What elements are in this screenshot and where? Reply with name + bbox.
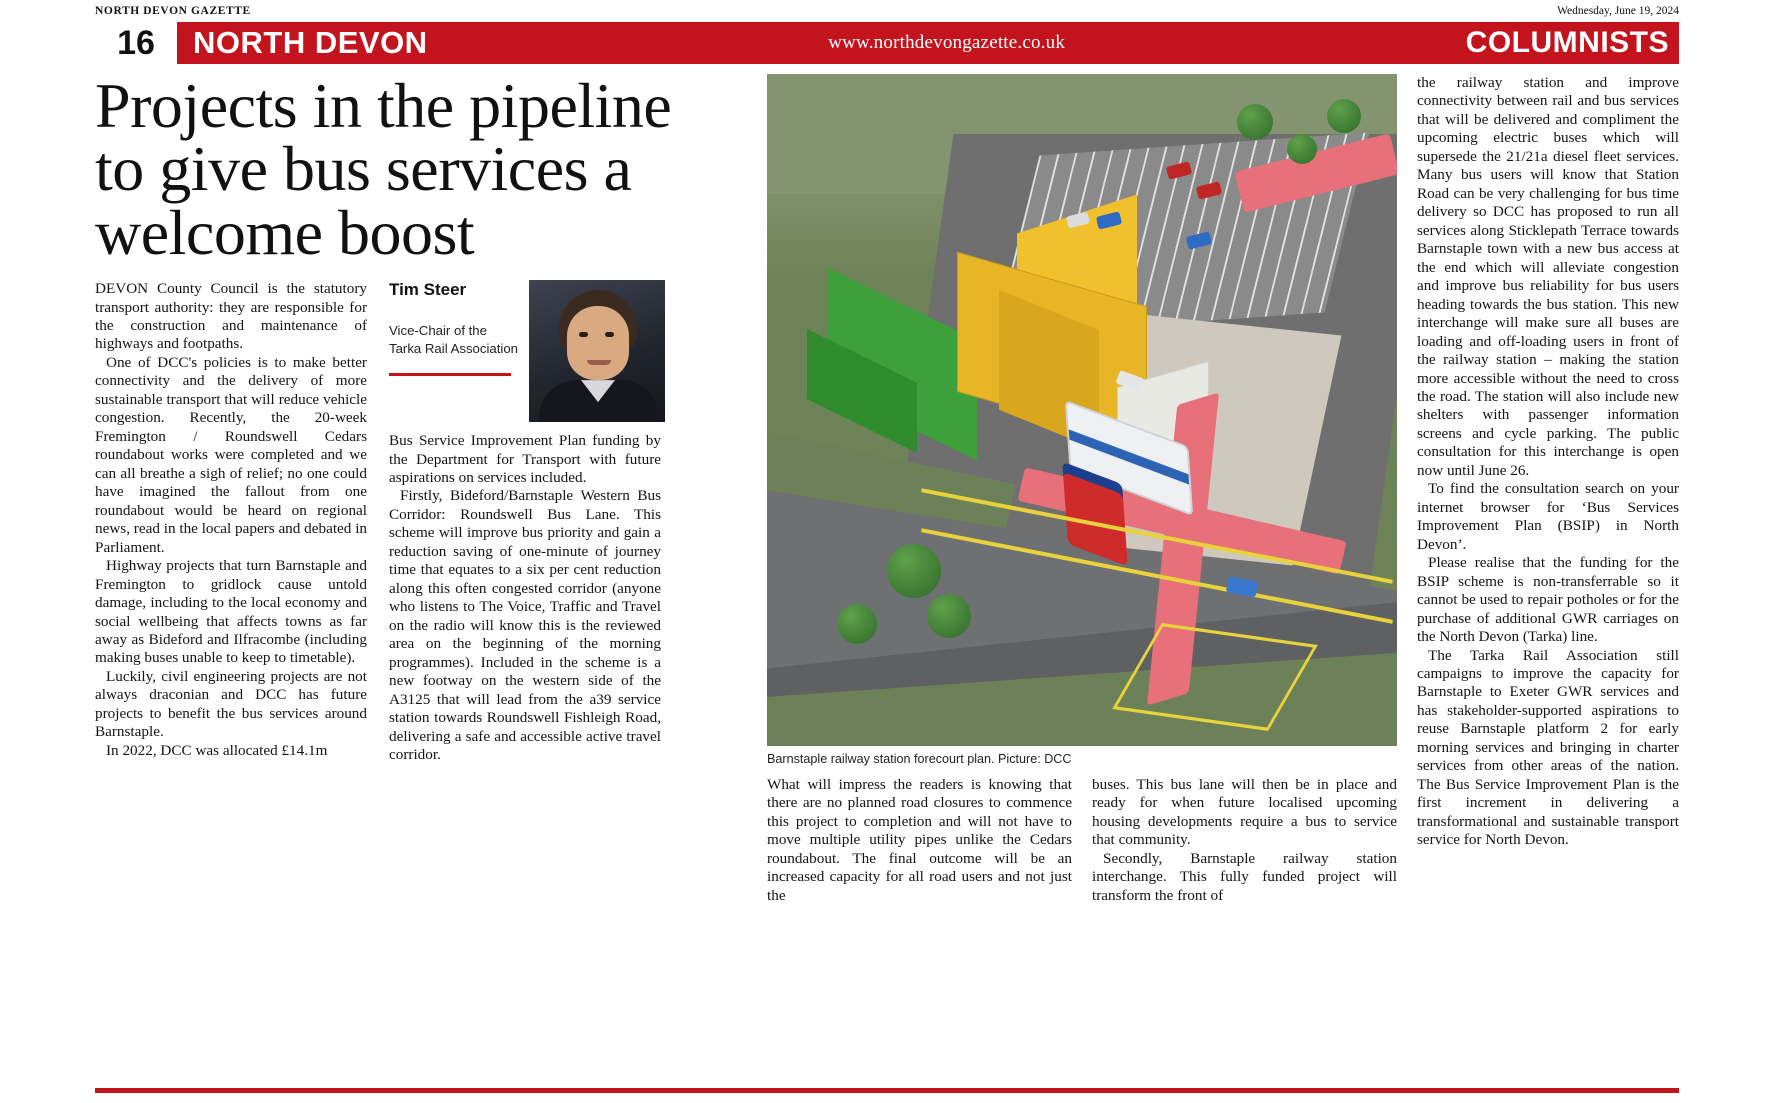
image-tree — [1287, 134, 1317, 164]
paragraph: In 2022, DCC was allocated £14.1m — [106, 741, 328, 759]
article-body — [95, 70, 1679, 1073]
column-5 — [1417, 74, 1679, 850]
image-tree — [1327, 99, 1361, 133]
image-tree — [887, 544, 941, 598]
avatar — [529, 280, 665, 422]
left-column-group — [95, 70, 747, 765]
author-role: Vice-Chair of the Tarka Rail Association — [389, 323, 519, 356]
byline-block — [389, 280, 669, 422]
paragraph: The Tarka Rail Association still campaigns to improve the capacity for Barnstaple to Exeter GWR services and has stakeholder-supported aspirations to reuse Barnstaple platform 2 for early morning services and bringing in charter services from other areas of the nation. The Bus Service Improvement Plan is the first increment in delivering a transformational and sustainable transport service for North Devon. — [1417, 646, 1679, 849]
byline-text — [389, 280, 529, 422]
paragraph: One of DCC's policies is to make better connectivity and the delivery of more sustainable transport that will reduce vehicle congestion. Recently, the 20-week Fremington / Roundswell Cedars roundabout works were completed and we can all breathe a sigh of relief; no one could have imagined the fallout from one roundabout would be heard on regional news, read in the local papers and debated in Parliament. — [95, 353, 368, 556]
middle-text-columns — [767, 776, 1397, 905]
paragraph: Bus Service Improvement Plan funding by the Department for Transport with future aspirations on services included. — [389, 432, 661, 487]
page-title: Projects in the pipeline to give bus services a welcome boost — [95, 70, 672, 268]
paragraph: What will impress the readers is knowing that there are no planned road closures to commence this project to completion and will not have to move multiple utility pipes unlike the Cedars roundabout. The final outcome will be an increased capacity for all road users and not just the — [767, 776, 1072, 904]
image-tree — [927, 594, 971, 638]
issue-date: Wednesday, June 19, 2024 — [1557, 5, 1679, 17]
paragraph: Highway projects that turn Barnstaple and Fremington to gridlock cause untold damage, including to the local economy and social wellbeing that affects towns as far away as Bideford and Ilfracombe (including making buses unable to keep to timetable). — [95, 557, 367, 667]
middle-column-group — [767, 74, 1397, 905]
portrait-mouth — [587, 360, 611, 365]
paragraph: DEVON County Council is the statutory transport authority: they are responsible for the construction and maintenance of highways and footpaths. — [95, 280, 367, 353]
author-name: Tim Steer — [389, 280, 467, 300]
publication-name: NORTH DEVON GAZETTE — [95, 5, 251, 17]
column-1 — [95, 280, 367, 764]
article-image — [767, 74, 1397, 746]
category-title: COLUMNISTS — [1465, 26, 1669, 59]
portrait-eye-left — [579, 332, 588, 337]
image-tree — [1237, 104, 1273, 140]
portrait-eye-right — [605, 332, 614, 337]
portrait-face — [567, 306, 629, 380]
left-text-columns — [95, 280, 747, 764]
paragraph: To find the consultation search on your internet browser for ‘Bus Services Improvement Plan (BSIP) in North Devon’. — [1417, 480, 1679, 553]
page-number: 16 — [95, 22, 177, 64]
column-3 — [767, 776, 1072, 905]
column-2-text — [389, 432, 661, 764]
byline-rule — [389, 373, 511, 376]
image-caption: Barnstaple railway station forecourt plan. Picture: DCC — [767, 752, 1072, 766]
paragraph: Luckily, civil engineering projects are not always draconian and DCC has future projects to benefit the bus services around Barnstaple. — [95, 667, 367, 741]
micro-header — [95, 0, 1679, 22]
paragraph: buses. This bus lane will then be in place and ready for when future localised upcoming housing developments require a bus to service that community. — [1092, 776, 1397, 849]
section-title: NORTH DEVON — [193, 25, 428, 60]
column-4 — [1092, 776, 1397, 905]
bottom-rule — [95, 1088, 1679, 1093]
paragraph: Secondly, Barnstaple railway station interchange. This fully funded project will transform the front of — [1092, 849, 1397, 904]
website-url[interactable]: www.northdevongazette.co.uk — [828, 32, 1066, 53]
paragraph: the railway station and improve connectivity between rail and bus services that will be delivered and compliment the upcoming electric buses which will supersede the 21/21a diesel fleet services. Many bus users will know that Station Road can be very challenging for bus time delivery so DCC has proposed to run all services along Sticklepath Terrace towards Barnstaple town with a new bus access at the end which will alleviate congestion and improve bus reliability for bus users heading towards the bus station. This new interchange will make sure all buses are loading and off-loading users in front of the railway station – making the station more accessible without the need to cross the road. The station will also include new shelters with passenger information screens and cycle parking. The public consultation for this interchange is open now until June 26. — [1417, 74, 1679, 479]
paragraph: Firstly, Bideford/Barnstaple Western Bus Corridor: Roundswell Bus Lane. This scheme will improve bus priority and gain a reduction saving of one-minute of journey time that equates to a six per cent reduction along this often congested corridor (anyone who listens to The Voice, Traffic and Travel on the radio will know this is the reviewed area on the beginning of the morning programmes). Included in the scheme is a new footway on the western side of the A3125 that will lead from the a39 service station towards Roundswell Fishleigh Road, delivering a safe and accessible active travel corridor. — [389, 487, 661, 764]
paragraph: Please realise that the funding for the BSIP scheme is non-transferrable so it cannot be used to repair potholes or for the purchase of additional GWR carriages on the North Devon (Tarka) line. — [1417, 554, 1679, 646]
column-2 — [389, 280, 661, 764]
image-tree — [837, 604, 877, 644]
masthead-bar — [95, 22, 1679, 64]
